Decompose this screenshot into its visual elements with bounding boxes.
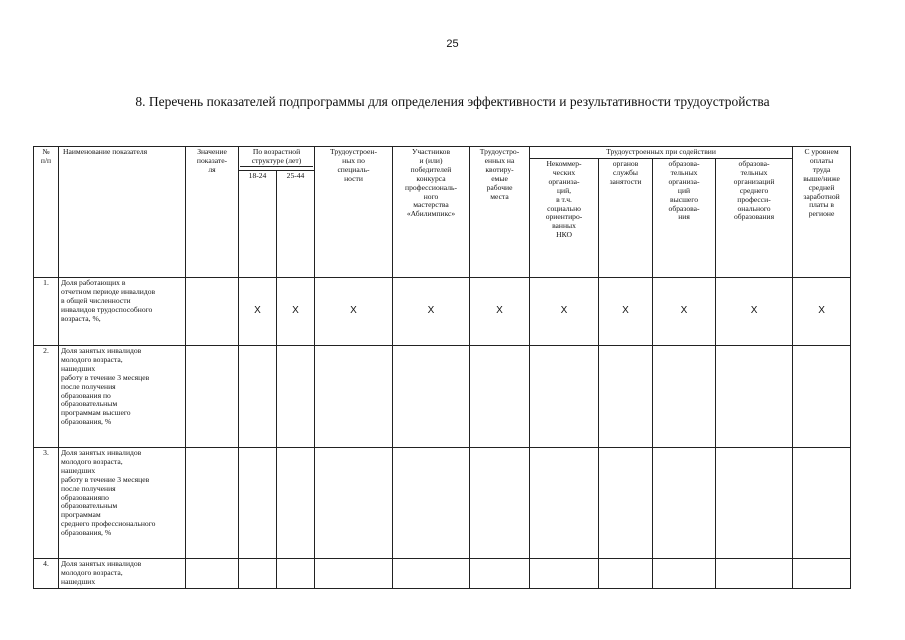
empty-cell (239, 346, 277, 448)
empty-cell (277, 346, 315, 448)
header-quota: Трудоустро- енных на квотиру- емые рабочие места (470, 147, 530, 278)
header-name: Наименование показателя (59, 147, 186, 278)
mark-cell: Х (470, 278, 530, 346)
header-assisted: Трудоустроенных при содействии (530, 147, 793, 159)
empty-cell (793, 448, 851, 559)
header-age-structure: По возрастной структуре (лет) (239, 147, 315, 171)
empty-cell (653, 448, 716, 559)
empty-cell (186, 448, 239, 559)
table-row (34, 278, 851, 346)
empty-cell (653, 559, 716, 589)
empty-cell (599, 448, 653, 559)
empty-cell (393, 559, 470, 589)
indicator-name: Доля работающих в отчетном периоде инвалидов в общей численности инвалидов трудоспособного возраста, %, (59, 278, 186, 346)
empty-cell (315, 559, 393, 589)
header-nko: Некоммер- ческих организа- ций, в т.ч. социально ориентиро- ванных НКО (530, 159, 599, 278)
mark-cell: Х (653, 278, 716, 346)
header-participants: Участников и (или) победителей конкурса профессиональ- ного мастерства «Абилимпикс» (393, 147, 470, 278)
mark-cell: Х (716, 278, 793, 346)
empty-cell (315, 346, 393, 448)
indicators-table (33, 146, 851, 589)
mark-cell: Х (315, 278, 393, 346)
indicator-name: Доля занятых инвалидов молодого возраста, нашедших работу в течение 3 месяцев после получения образования по образовательным программам высшего образования, % (59, 346, 186, 448)
value-cell (186, 278, 239, 346)
empty-cell (653, 346, 716, 448)
empty-cell (277, 448, 315, 559)
empty-cell (716, 448, 793, 559)
mark-cell: Х (239, 278, 277, 346)
empty-cell (393, 346, 470, 448)
empty-cell (470, 346, 530, 448)
empty-cell (470, 448, 530, 559)
header-salary: С уровнем оплаты труда выше/ниже средней заработной платы в регионе (793, 147, 851, 278)
table-row (34, 346, 851, 448)
indicator-name: Доля занятых инвалидов молодого возраста, нашедших (59, 559, 186, 589)
empty-cell (716, 346, 793, 448)
empty-cell (186, 346, 239, 448)
table-row (34, 448, 851, 559)
empty-cell (793, 559, 851, 589)
empty-cell (530, 559, 599, 589)
mark-cell: Х (393, 278, 470, 346)
header-specialty: Трудоустроен- ных по специаль- ности (315, 147, 393, 278)
table-row (34, 559, 851, 589)
header-secondary-ed: образова- тельных организаций среднего професси- онального образования (716, 159, 793, 278)
mark-cell: Х (599, 278, 653, 346)
row-number: 3. (34, 448, 59, 559)
section-title: 8. Перечень показателей подпрограммы для определения эффективности и результативности трудоустройства (135, 94, 770, 109)
empty-cell (239, 559, 277, 589)
header-num: № п/п (34, 147, 59, 278)
empty-cell (716, 559, 793, 589)
header-age-25-44: 25-44 (277, 171, 315, 278)
header-higher-ed: образова- тельных организа- ций высшего образова- ния (653, 159, 716, 278)
empty-cell (599, 346, 653, 448)
header-value: Значение показате- ля (186, 147, 239, 278)
empty-cell (599, 559, 653, 589)
row-number: 2. (34, 346, 59, 448)
empty-cell (530, 346, 599, 448)
mark-cell: Х (793, 278, 851, 346)
empty-cell (239, 448, 277, 559)
empty-cell (470, 559, 530, 589)
header-age-18-24: 18-24 (239, 171, 277, 278)
header-employment-service: органов службы занятости (599, 159, 653, 278)
header-row-1 (34, 147, 851, 159)
empty-cell (315, 448, 393, 559)
empty-cell (277, 559, 315, 589)
mark-cell: Х (530, 278, 599, 346)
indicator-name: Доля занятых инвалидов молодого возраста, нашедших работу в течение 3 месяцев после получения образованияпо образовательным программам среднего профессионального образования, % (59, 448, 186, 559)
page-number: 25 (446, 38, 459, 50)
empty-cell (393, 448, 470, 559)
empty-cell (186, 559, 239, 589)
empty-cell (793, 346, 851, 448)
row-number: 4. (34, 559, 59, 589)
mark-cell: Х (277, 278, 315, 346)
row-number: 1. (34, 278, 59, 346)
empty-cell (530, 448, 599, 559)
